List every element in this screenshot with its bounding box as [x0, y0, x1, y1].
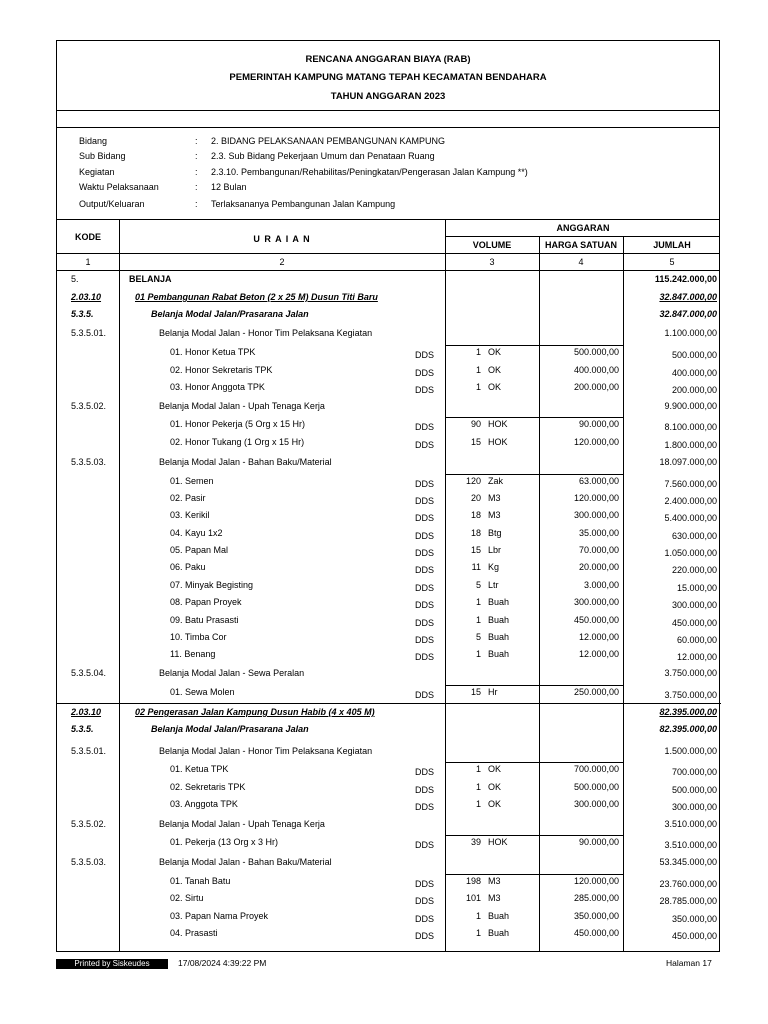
row-source: DDS	[415, 422, 435, 432]
document-page	[56, 40, 720, 952]
page-number: Halaman 17	[666, 958, 712, 968]
row-jumlah: 115.242.000,00	[654, 274, 717, 284]
sub-row	[57, 668, 721, 684]
row-unit: Hr	[488, 687, 498, 697]
item-row	[57, 911, 721, 927]
item-row	[57, 837, 721, 853]
row-kode: 5.3.5.02.	[71, 819, 107, 829]
group-separator	[445, 835, 623, 836]
row-jumlah: 5.400.000,00	[664, 513, 717, 523]
group-separator	[445, 762, 623, 763]
row-harga: 3.000,00	[583, 580, 619, 590]
row-source: DDS	[415, 690, 435, 700]
row-volume: 1	[475, 649, 481, 659]
row-uraian: Belanja Modal Jalan/Prasarana Jalan	[151, 309, 309, 319]
row-volume: 120	[465, 476, 481, 486]
row-harga: 70.000,00	[578, 545, 619, 555]
row-source: DDS	[415, 368, 435, 378]
header-volume: VOLUME	[472, 240, 512, 250]
row-jumlah: 700.000,00	[671, 767, 717, 777]
doc-subtitle: PEMERINTAH KAMPUNG MATANG TEPAH KECAMATAN BENDAHARA	[229, 72, 547, 83]
item-row	[57, 649, 721, 665]
item-row	[57, 893, 721, 909]
row-volume: 15	[470, 545, 481, 555]
row-jumlah: 300.000,00	[671, 802, 717, 812]
divider	[57, 253, 719, 254]
header-harga: HARGA SATUAN	[545, 240, 617, 250]
sub-row	[57, 819, 721, 835]
row-source: DDS	[415, 840, 435, 850]
row-kode: 2.03.10	[71, 292, 102, 302]
row-source: DDS	[415, 896, 435, 906]
row-unit: Ltr	[488, 580, 499, 590]
colnum-4: 4	[578, 257, 584, 267]
row-harga: 500.000,00	[573, 782, 619, 792]
row-source: DDS	[415, 767, 435, 777]
item-row	[57, 510, 721, 526]
sub-row	[57, 401, 721, 417]
header-anggaran: ANGGARAN	[556, 223, 610, 233]
row-volume: 15	[470, 437, 481, 447]
row-source: DDS	[415, 350, 435, 360]
row-uraian: 02. Pasir	[170, 493, 206, 503]
row-source: DDS	[415, 600, 435, 610]
row-volume: 1	[475, 764, 481, 774]
group-separator	[445, 345, 623, 346]
row-uraian: Belanja Modal Jalan - Upah Tenaga Kerja	[159, 819, 325, 829]
row-uraian: 01 Pembangunan Rabat Beton (2 x 25 M) Dusun Titi Baru	[135, 292, 378, 302]
item-row	[57, 597, 721, 613]
row-unit: OK	[488, 764, 502, 774]
row-harga: 12.000,00	[578, 649, 619, 659]
info-value: 12 Bulan	[211, 182, 247, 192]
row-unit: OK	[488, 799, 502, 809]
row-jumlah: 82.395.000,00	[659, 724, 717, 734]
row-volume: 1	[475, 799, 481, 809]
row-uraian: Belanja Modal Jalan - Sewa Peralan	[159, 668, 305, 678]
row-uraian: 03. Kerikil	[170, 510, 210, 520]
row-jumlah: 60.000,00	[676, 635, 717, 645]
row-source: DDS	[415, 565, 435, 575]
row-source: DDS	[415, 479, 435, 489]
group-separator	[445, 474, 623, 475]
info-value: 2.3.10. Pembangunan/Rehabilitas/Peningkatan/Pengerasan Jalan Kampung **)	[211, 167, 528, 177]
colnum-1: 1	[85, 257, 91, 267]
row-source: DDS	[415, 583, 435, 593]
row-source: DDS	[415, 931, 435, 941]
row-uraian: 01. Pekerja (13 Org x 3 Hr)	[170, 837, 279, 847]
row-jumlah: 18.097.000,00	[659, 457, 717, 467]
row-jumlah: 1.500.000,00	[664, 746, 717, 756]
row-unit: Buah	[488, 632, 510, 642]
row-jumlah: 3.750.000,00	[664, 668, 717, 678]
row-uraian: 01. Sewa Molen	[170, 687, 235, 697]
row-uraian: 04. Prasasti	[170, 928, 218, 938]
item-row	[57, 928, 721, 944]
row-volume: 20	[470, 493, 481, 503]
row-uraian: 03. Anggota TPK	[170, 799, 238, 809]
item-row	[57, 545, 721, 561]
row-jumlah: 300.000,00	[671, 600, 717, 610]
row-uraian: Belanja Modal Jalan - Honor Tim Pelaksana Kegiatan	[159, 328, 373, 338]
row-volume: 90	[470, 419, 481, 429]
row-unit: M3	[488, 493, 501, 503]
row-harga: 450.000,00	[573, 615, 619, 625]
group-row	[57, 724, 721, 740]
row-uraian: BELANJA	[129, 274, 172, 284]
item-row	[57, 347, 721, 363]
info-colon: :	[195, 136, 198, 146]
row-kode: 5.3.5.04.	[71, 668, 107, 678]
item-row	[57, 365, 721, 381]
row-source: DDS	[415, 785, 435, 795]
kegiatan-row	[57, 707, 721, 723]
row-harga: 120.000,00	[573, 876, 619, 886]
item-row	[57, 782, 721, 798]
row-unit: M3	[488, 893, 501, 903]
row-uraian: 01. Ketua TPK	[170, 764, 229, 774]
row-uraian: 05. Papan Mal	[170, 545, 229, 555]
row-kode: 5.3.5.03.	[71, 857, 107, 867]
row-jumlah: 53.345.000,00	[659, 857, 717, 867]
sub-row	[57, 857, 721, 873]
row-volume: 1	[475, 928, 481, 938]
item-row	[57, 615, 721, 631]
row-harga: 300.000,00	[573, 597, 619, 607]
bold-row	[57, 274, 721, 290]
item-row	[57, 476, 721, 492]
row-kode: 5.3.5.01.	[71, 328, 107, 338]
row-source: DDS	[415, 548, 435, 558]
row-uraian: 08. Papan Proyek	[170, 597, 242, 607]
info-label: Kegiatan	[79, 167, 115, 177]
row-source: DDS	[415, 618, 435, 628]
item-row	[57, 764, 721, 780]
row-source: DDS	[415, 513, 435, 523]
group-separator	[445, 417, 623, 418]
row-uraian: Belanja Modal Jalan - Upah Tenaga Kerja	[159, 401, 325, 411]
row-volume: 1	[475, 782, 481, 792]
row-harga: 400.000,00	[573, 365, 619, 375]
colnum-5: 5	[669, 257, 675, 267]
row-unit: Lbr	[488, 545, 502, 555]
row-uraian: 01. Honor Ketua TPK	[170, 347, 256, 357]
row-jumlah: 450.000,00	[671, 931, 717, 941]
row-jumlah: 2.400.000,00	[664, 496, 717, 506]
row-source: DDS	[415, 802, 435, 812]
row-harga: 350.000,00	[573, 911, 619, 921]
row-source: DDS	[415, 652, 435, 662]
doc-year: TAHUN ANGGARAN 2023	[330, 91, 446, 102]
row-jumlah: 82.395.000,00	[659, 707, 717, 717]
info-value: 2.3. Sub Bidang Pekerjaan Umum dan Penataan Ruang	[211, 151, 435, 161]
sub-row	[57, 457, 721, 473]
info-value: 2. BIDANG PELAKSANAAN PEMBANGUNAN KAMPUNG	[211, 136, 446, 146]
row-jumlah: 1.050.000,00	[664, 548, 717, 558]
info-colon: :	[195, 199, 198, 209]
row-uraian: 03. Papan Nama Proyek	[170, 911, 269, 921]
row-uraian: 04. Kayu 1x2	[170, 528, 223, 538]
row-source: DDS	[415, 914, 435, 924]
row-kode: 5.3.5.	[71, 309, 94, 319]
row-uraian: 03. Honor Anggota TPK	[170, 382, 265, 392]
row-volume: 39	[470, 837, 481, 847]
row-harga: 700.000,00	[573, 764, 619, 774]
row-unit: Kg	[488, 562, 500, 572]
row-harga: 120.000,00	[573, 493, 619, 503]
row-volume: 18	[470, 528, 481, 538]
row-unit: Buah	[488, 597, 510, 607]
row-unit: Buah	[488, 615, 510, 625]
row-jumlah: 12.000,00	[676, 652, 717, 662]
info-colon: :	[195, 167, 198, 177]
row-source: DDS	[415, 440, 435, 450]
row-kode: 5.3.5.03.	[71, 457, 107, 467]
row-harga: 500.000,00	[573, 347, 619, 357]
row-volume: 198	[465, 876, 481, 886]
group-row	[57, 309, 721, 325]
row-jumlah: 32.847.000,00	[659, 292, 717, 302]
item-row	[57, 562, 721, 578]
item-row	[57, 528, 721, 544]
item-row	[57, 493, 721, 509]
row-jumlah: 7.560.000,00	[664, 479, 717, 489]
row-unit: OK	[488, 382, 502, 392]
row-uraian: 02. Sekretaris TPK	[170, 782, 246, 792]
info-label: Waktu Pelaksanaan	[79, 182, 159, 192]
row-harga: 450.000,00	[573, 928, 619, 938]
row-volume: 1	[475, 911, 481, 921]
divider	[445, 236, 719, 237]
row-unit: Buah	[488, 649, 510, 659]
row-jumlah: 3.510.000,00	[664, 819, 717, 829]
colnum-3: 3	[489, 257, 495, 267]
print-datetime: 17/08/2024 4:39:22 PM	[178, 958, 267, 968]
row-volume: 15	[470, 687, 481, 697]
item-row	[57, 382, 721, 398]
item-row	[57, 419, 721, 435]
row-uraian: 02 Pengerasan Jalan Kampung Dusun Habib (4 x 405 M)	[135, 707, 375, 717]
divider	[57, 270, 719, 271]
section-divider	[57, 703, 721, 704]
colnum-2: 2	[279, 257, 285, 267]
row-uraian: 01. Semen	[170, 476, 214, 486]
row-uraian: Belanja Modal Jalan - Honor Tim Pelaksana Kegiatan	[159, 746, 373, 756]
group-separator	[445, 685, 623, 686]
row-uraian: 02. Honor Tukang (1 Org x 15 Hr)	[170, 437, 305, 447]
row-unit: Btg	[488, 528, 502, 538]
info-colon: :	[195, 182, 198, 192]
row-uraian: 01. Honor Pekerja (5 Org x 15 Hr)	[170, 419, 306, 429]
row-harga: 285.000,00	[573, 893, 619, 903]
row-uraian: 11. Benang	[170, 649, 216, 659]
row-volume: 5	[475, 580, 481, 590]
row-harga: 35.000,00	[578, 528, 619, 538]
row-unit: OK	[488, 365, 502, 375]
row-uraian: 06. Paku	[170, 562, 206, 572]
row-jumlah: 1.800.000,00	[664, 440, 717, 450]
row-volume: 1	[475, 382, 481, 392]
row-kode: 5.3.5.	[71, 724, 94, 734]
row-kode: 2.03.10	[71, 707, 102, 717]
row-jumlah: 28.785.000,00	[659, 896, 717, 906]
row-jumlah: 200.000,00	[671, 385, 717, 395]
row-jumlah: 500.000,00	[671, 350, 717, 360]
row-harga: 20.000,00	[578, 562, 619, 572]
row-harga: 250.000,00	[573, 687, 619, 697]
row-unit: Buah	[488, 928, 510, 938]
header-kode: KODE	[74, 232, 101, 242]
row-uraian: Belanja Modal Jalan - Bahan Baku/Material	[159, 857, 332, 867]
row-unit: HOK	[488, 437, 508, 447]
row-jumlah: 3.750.000,00	[664, 690, 717, 700]
item-row	[57, 799, 721, 815]
row-uraian: Belanja Modal Jalan - Bahan Baku/Material	[159, 457, 332, 467]
row-jumlah: 3.510.000,00	[664, 840, 717, 850]
row-uraian: 02. Sirtu	[170, 893, 204, 903]
info-label: Output/Keluaran	[79, 199, 145, 209]
item-row	[57, 437, 721, 453]
divider	[57, 110, 719, 111]
row-harga: 12.000,00	[578, 632, 619, 642]
sub-row	[57, 746, 721, 762]
row-unit: M3	[488, 510, 501, 520]
group-separator	[445, 874, 623, 875]
row-jumlah: 450.000,00	[671, 618, 717, 628]
row-jumlah: 220.000,00	[671, 565, 717, 575]
row-volume: 1	[475, 615, 481, 625]
row-kode: 5.3.5.01.	[71, 746, 107, 756]
item-row	[57, 687, 721, 703]
row-jumlah: 23.760.000,00	[659, 879, 717, 889]
row-jumlah: 9.900.000,00	[664, 401, 717, 411]
row-harga: 120.000,00	[573, 437, 619, 447]
row-unit: Buah	[488, 911, 510, 921]
sub-row	[57, 328, 721, 344]
row-jumlah: 500.000,00	[671, 785, 717, 795]
row-jumlah: 1.100.000,00	[664, 328, 717, 338]
divider	[57, 127, 719, 128]
row-harga: 90.000,00	[578, 419, 619, 429]
row-unit: OK	[488, 347, 502, 357]
doc-title: RENCANA ANGGARAN BIAYA (RAB)	[305, 54, 471, 65]
row-unit: Zak	[488, 476, 504, 486]
row-volume: 1	[475, 347, 481, 357]
kegiatan-row	[57, 292, 721, 308]
row-jumlah: 400.000,00	[671, 368, 717, 378]
row-uraian: 09. Batu Prasasti	[170, 615, 239, 625]
row-volume: 101	[465, 893, 481, 903]
row-uraian: Belanja Modal Jalan/Prasarana Jalan	[151, 724, 309, 734]
row-unit: M3	[488, 876, 501, 886]
row-source: DDS	[415, 635, 435, 645]
row-uraian: 10. Timba Cor	[170, 632, 227, 642]
row-unit: HOK	[488, 419, 508, 429]
row-harga: 90.000,00	[578, 837, 619, 847]
row-harga: 63.000,00	[578, 476, 619, 486]
row-kode: 5.	[71, 274, 79, 284]
row-kode: 5.3.5.02.	[71, 401, 107, 411]
row-source: DDS	[415, 879, 435, 889]
info-value: Terlaksananya Pembangunan Jalan Kampung	[211, 199, 396, 209]
row-uraian: 02. Honor Sekretaris TPK	[170, 365, 273, 375]
item-row	[57, 632, 721, 648]
row-uraian: 01. Tanah Batu	[170, 876, 231, 886]
header-jumlah: JUMLAH	[653, 240, 691, 250]
row-volume: 18	[470, 510, 481, 520]
item-row	[57, 580, 721, 596]
row-jumlah: 8.100.000,00	[664, 422, 717, 432]
row-source: DDS	[415, 531, 435, 541]
row-harga: 300.000,00	[573, 799, 619, 809]
row-volume: 5	[475, 632, 481, 642]
row-uraian: 07. Minyak Begisting	[170, 580, 254, 590]
info-colon: :	[195, 151, 198, 161]
row-harga: 300.000,00	[573, 510, 619, 520]
row-jumlah: 630.000,00	[671, 531, 717, 541]
row-harga: 200.000,00	[573, 382, 619, 392]
info-label: Sub Bidang	[79, 151, 126, 161]
info-label: Bidang	[79, 136, 108, 146]
row-jumlah: 32.847.000,00	[659, 309, 717, 319]
row-unit: OK	[488, 782, 502, 792]
printed-by-label: Printed by Siskeudes	[56, 959, 168, 969]
row-volume: 1	[475, 365, 481, 375]
header-uraian: U R A I A N	[253, 234, 311, 244]
row-jumlah: 15.000,00	[676, 583, 717, 593]
divider	[57, 219, 719, 220]
row-volume: 11	[471, 562, 481, 572]
row-unit: HOK	[488, 837, 508, 847]
item-row	[57, 876, 721, 892]
row-source: DDS	[415, 385, 435, 395]
row-jumlah: 350.000,00	[671, 914, 717, 924]
row-source: DDS	[415, 496, 435, 506]
row-volume: 1	[475, 597, 481, 607]
